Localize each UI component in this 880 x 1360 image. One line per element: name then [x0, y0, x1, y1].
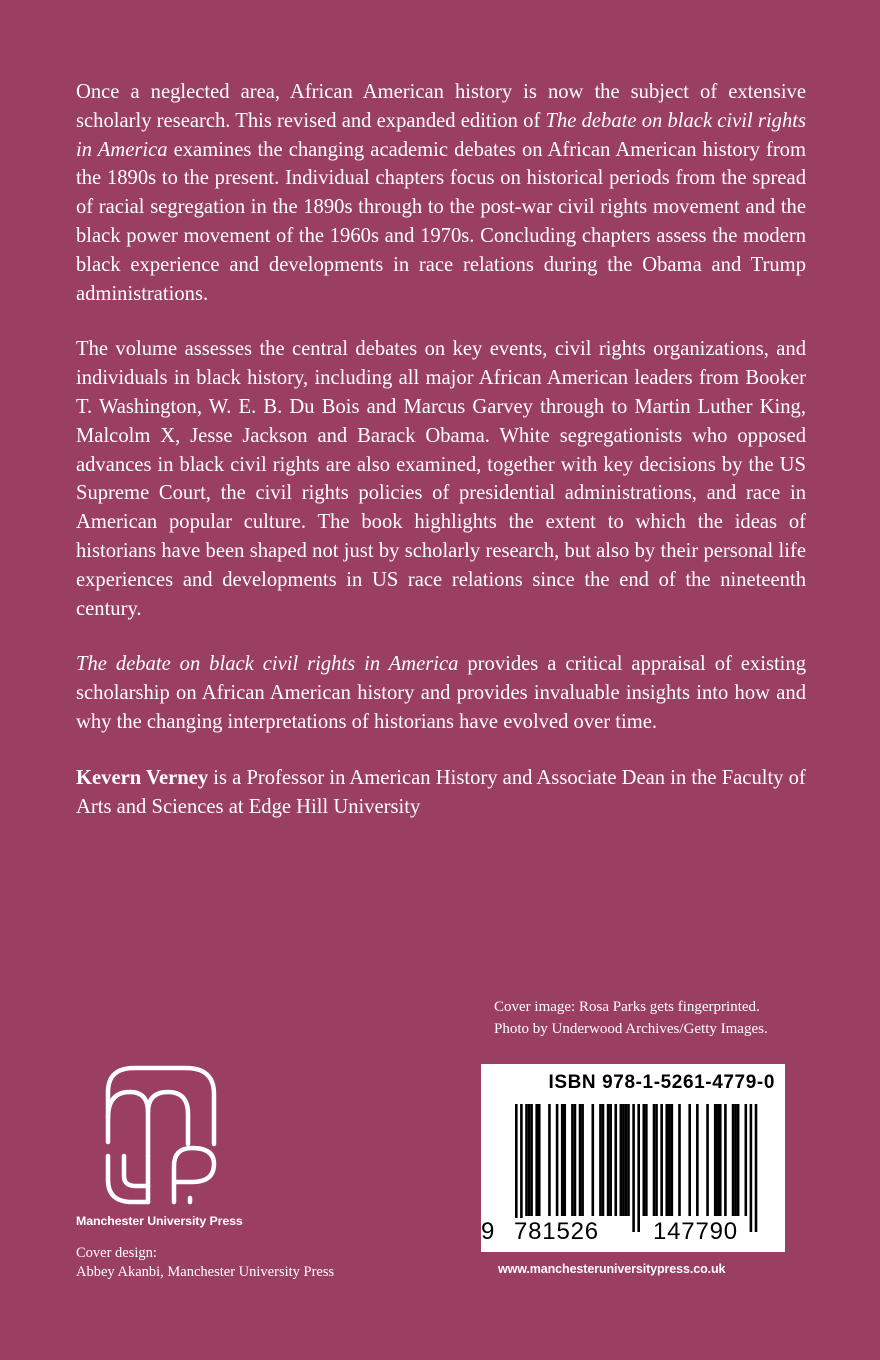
barcode-bar [665, 1104, 668, 1216]
barcode-bar [528, 1104, 531, 1216]
barcode-bar [696, 1104, 699, 1216]
barcode-bar [607, 1104, 610, 1216]
barcode-guard-bar [750, 1104, 753, 1232]
barcode-bar [525, 1104, 528, 1216]
barcode-bar [660, 1104, 663, 1216]
barcode-guard-bar [515, 1104, 518, 1232]
barcode-bar [581, 1104, 584, 1216]
blurb-paragraph-2: The volume assesses the central debates on key events, civil rights organizations, and individuals in black history, including all major African American leaders from Booker T. Washington, W. E. B. Du Bois and Marcus Garvey through to Martin Luther King, Malcolm X, Jesse Jackson and Barack Obama. White segregationists who opposed advances in black civil rights are also examined, together with key decisions by the US Supreme Court, the civil rights policies of presidential administrations, and race in American popular culture. The book highlights the extent to which the ideas of historians have been shaped not just by scholarly research, but also by their personal life experiences and developments in US race relations since the end of the nineteenth century. [76, 338, 806, 620]
barcode-bar [678, 1104, 681, 1216]
barcode-bar [574, 1104, 577, 1216]
barcode-bar [625, 1104, 628, 1216]
cover-image-credit: Cover image: Rosa Parks gets fingerprinted. Photo by Underwood Archives/Getty Images. [494, 999, 768, 1037]
barcode-bar [622, 1104, 625, 1216]
barcode-bar [548, 1104, 551, 1216]
author-name: Kevern Verney [76, 766, 209, 789]
isbn-number: ISBN 978-1-5261-4779-0 [548, 1072, 775, 1093]
barcode-bar [627, 1104, 630, 1216]
barcode-bar [719, 1104, 722, 1216]
barcode-bar [724, 1104, 727, 1216]
barcode-bar [535, 1104, 538, 1216]
barcode-bar [653, 1104, 656, 1216]
barcode-bar [609, 1104, 612, 1216]
barcode-bar [706, 1104, 709, 1216]
barcode-bar [716, 1104, 719, 1216]
barcode-digits-left: 781526 [514, 1218, 599, 1245]
back-cover-blurb [76, 78, 806, 848]
author-bio: Kevern Verney is a Professor in American History and Associate Dean in the Faculty of Arts and Sciences at Edge Hill University [76, 766, 806, 818]
barcode-bar [688, 1104, 691, 1216]
blurb-paragraph-3: The debate on black civil rights in America provides a critical appraisal of existing scholarship on African American history and provides invaluable insights into how and why the changing interpretations of historians have evolved over time. [76, 653, 806, 733]
book-title-italic: The debate on black civil rights in America [76, 653, 459, 676]
book-title-italic: The debate on black civil rights in America [76, 109, 806, 161]
blurb-paragraph-1: Once a neglected area, African American history is now the subject of extensive scholarly research. This revised and expanded edition of The debate on black civil rights in America examines the changing academic debates on African American history from the 1890s to the present. Individual chapters focus on historical periods from the spread of racial segregation in the 1890s through to the post-war civil rights movement and the black power movement of the 1960s and 1970s. Concluding chapters assess the modern black experience and developments in race relations during the Obama and Trump administrations. [76, 81, 806, 305]
barcode-guard-bar [755, 1104, 758, 1232]
barcode-bar [732, 1104, 735, 1216]
barcode-bar [655, 1104, 658, 1216]
barcode-bar [602, 1104, 605, 1216]
mup-logo-icon [90, 1060, 230, 1210]
barcode-bar [599, 1104, 602, 1216]
barcode-bar [620, 1104, 623, 1216]
barcode-bar [579, 1104, 582, 1216]
publisher-name: Manchester University Press [76, 1214, 243, 1228]
cover-design-label: Cover design: [76, 1245, 157, 1261]
barcode-bar [563, 1104, 566, 1216]
barcode-bar [571, 1104, 574, 1216]
barcode-guard-bar [632, 1104, 635, 1232]
barcode-digit-first: 9 [481, 1218, 495, 1245]
isbn-barcode [481, 1064, 785, 1252]
barcode-digits-right: 147790 [653, 1218, 738, 1245]
barcode-bar [671, 1104, 674, 1216]
barcode-bar [668, 1104, 671, 1216]
barcode-guard-bar [637, 1104, 640, 1232]
barcode-guard-bar [520, 1104, 523, 1232]
barcode-bar [745, 1104, 748, 1216]
barcode-bar [714, 1104, 717, 1216]
barcode-bar [538, 1104, 541, 1216]
barcode-bar [592, 1104, 595, 1216]
barcode-bar [734, 1104, 737, 1216]
barcode-bar [643, 1104, 646, 1216]
cover-designer: Abbey Akanbi, Manchester University Press [76, 1264, 335, 1280]
barcode-bar [645, 1104, 648, 1216]
cover-design-credit [76, 1244, 334, 1282]
barcode-bar [737, 1104, 740, 1216]
publisher-website: www.manchesteruniversitypress.co.uk [498, 1262, 726, 1276]
barcode-bar [614, 1104, 617, 1216]
barcode-bar [530, 1104, 533, 1216]
barcode-bar [556, 1104, 559, 1216]
barcode-bar [561, 1104, 564, 1216]
